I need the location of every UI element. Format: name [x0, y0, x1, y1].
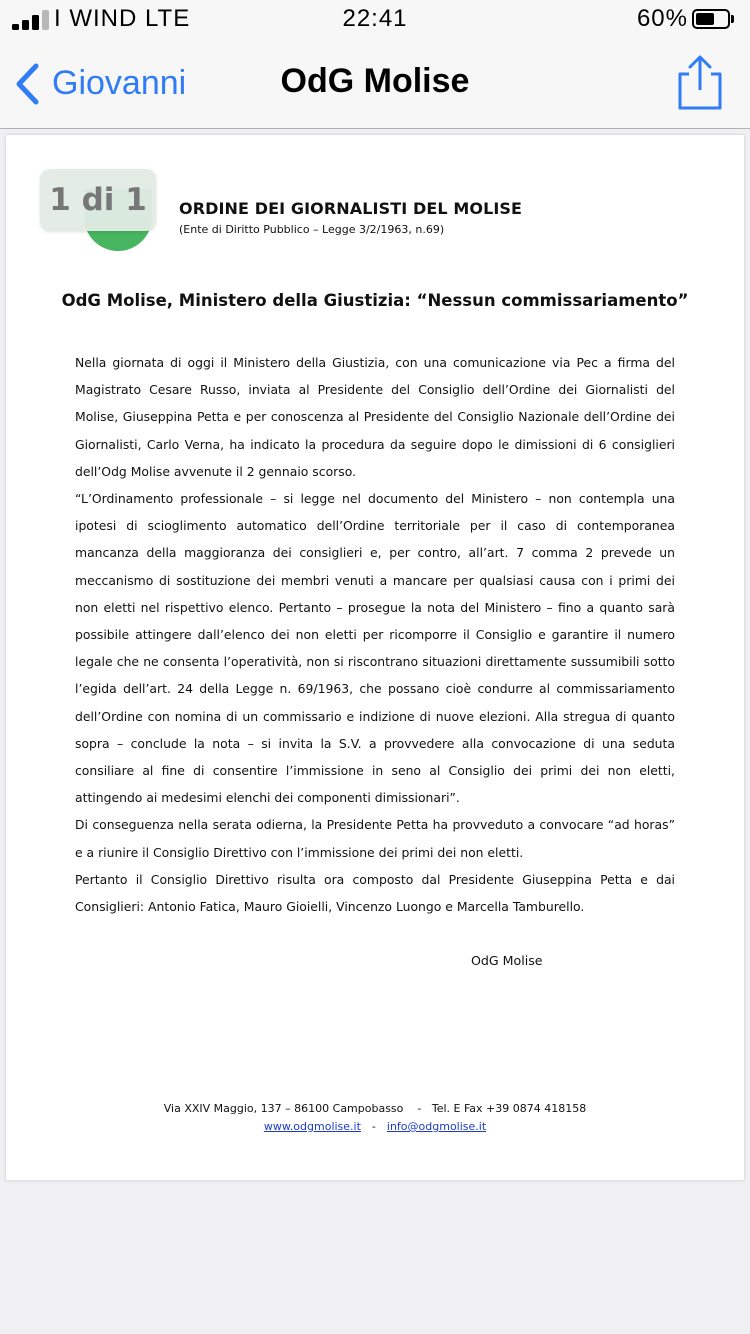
website-link[interactable]: www.odgmolise.it — [263, 1120, 361, 1133]
footer-links — [6, 1120, 744, 1133]
footer-address — [6, 1102, 744, 1115]
footer-address-text: Via XXIV Maggio, 137 – 86100 Campobasso - Tel. E Fax +39 0874 418158 — [163, 1102, 587, 1115]
nav-title: OdG Molise — [280, 62, 470, 100]
battery-icon — [692, 9, 730, 29]
battery-fill — [696, 13, 714, 25]
share-button[interactable] — [676, 54, 724, 112]
document-page[interactable] — [6, 135, 744, 1180]
document-body — [75, 349, 675, 920]
body-paragraph: Pertanto il Consiglio Direttivo risulta ora composto dal Presidente Giuseppina Petta e dai Consiglieri: Antonio Fatica, Mauro Gioielli, Vincenzo Luongo e Marcella Tamburello. — [75, 871, 675, 915]
org-name: ORDINE DEI GIORNALISTI DEL MOLISE — [179, 199, 523, 218]
email-link[interactable]: info@odgmolise.it — [386, 1120, 487, 1133]
signature: OdG Molise — [471, 953, 543, 968]
status-bar — [0, 0, 750, 40]
back-label: Giovanni — [52, 64, 187, 102]
body-paragraph: Nella giornata di oggi il Ministero della Giustizia, con una comunicazione via Pec a firma del Magistrato Cesare Russo, inviata al Presidente del Consiglio dell’Ordine dei Giornalisti del Molise, Giuseppina Petta e per conoscenza al Presidente del Consiglio Nazionale dell’Ordine dei Giornalisti, Carlo Verna, ha indicato la procedura da seguire dopo le dimissioni di 6 consiglieri dell’Odg Molise avvenute il 2 gennaio scorso. — [75, 355, 675, 479]
battery-percent: 60% — [636, 5, 688, 32]
page-indicator: 1 di 1 — [40, 169, 156, 231]
footer-separator: - — [371, 1120, 376, 1133]
carrier-label: I WIND LTE — [54, 5, 191, 32]
org-subtitle: (Ente di Diritto Pubblico – Legge 3/2/1963, n.69) — [179, 223, 445, 236]
share-icon — [676, 54, 724, 112]
navigation-bar — [0, 40, 750, 129]
body-paragraph: Di conseguenza nella serata odierna, la Presidente Petta ha provveduto a convocare “ad horas” e a riunire il Consiglio Direttivo con l’immissione dei primi dei non eletti. — [75, 817, 675, 860]
battery-tip — [731, 15, 734, 23]
body-paragraph: “L’Ordinamento professionale – si legge nel documento del Ministero – non contempla una ipotesi di scioglimento automatico dell’Ordine territoriale per il caso di contemporanea mancanza della maggioranza dei consiglieri e, per contro, all’art. 7 comma 2 prevede un meccanismo di sostituzione dei membri venuti a mancare per qualsiasi causa con i primi dei non eletti nel rispettivo elenco. Pertanto – prosegue la nota del Ministero – fino a quanto sarà possibile attingere dall’elenco dei non eletti per ricomporre il Consiglio e garantire il numero legale che ne consenta l’operatività, non si riscontrano situazioni direttamente sussumibili sotto l’egida dell’art. 24 della Legge n. 69/1963, che possano cioè condurre al commissariamento dell’Ordine con nomina di un commissario e indizione di nuove elezioni. Alla stregua di quanto sopra – conclude la nota – si invita la S.V. a provvedere alla convocazione di una seduta consiliare al fine di consentire l’immissione in seno al Consiglio dei primi dei non eletti, attingendo ai medesimi elenchi dei componenti dimissionari”. — [75, 491, 675, 806]
status-time: 22:41 — [342, 5, 408, 32]
document-heading: OdG Molise, Ministero della Giustizia: “Nessun commissariamento” — [61, 291, 689, 310]
